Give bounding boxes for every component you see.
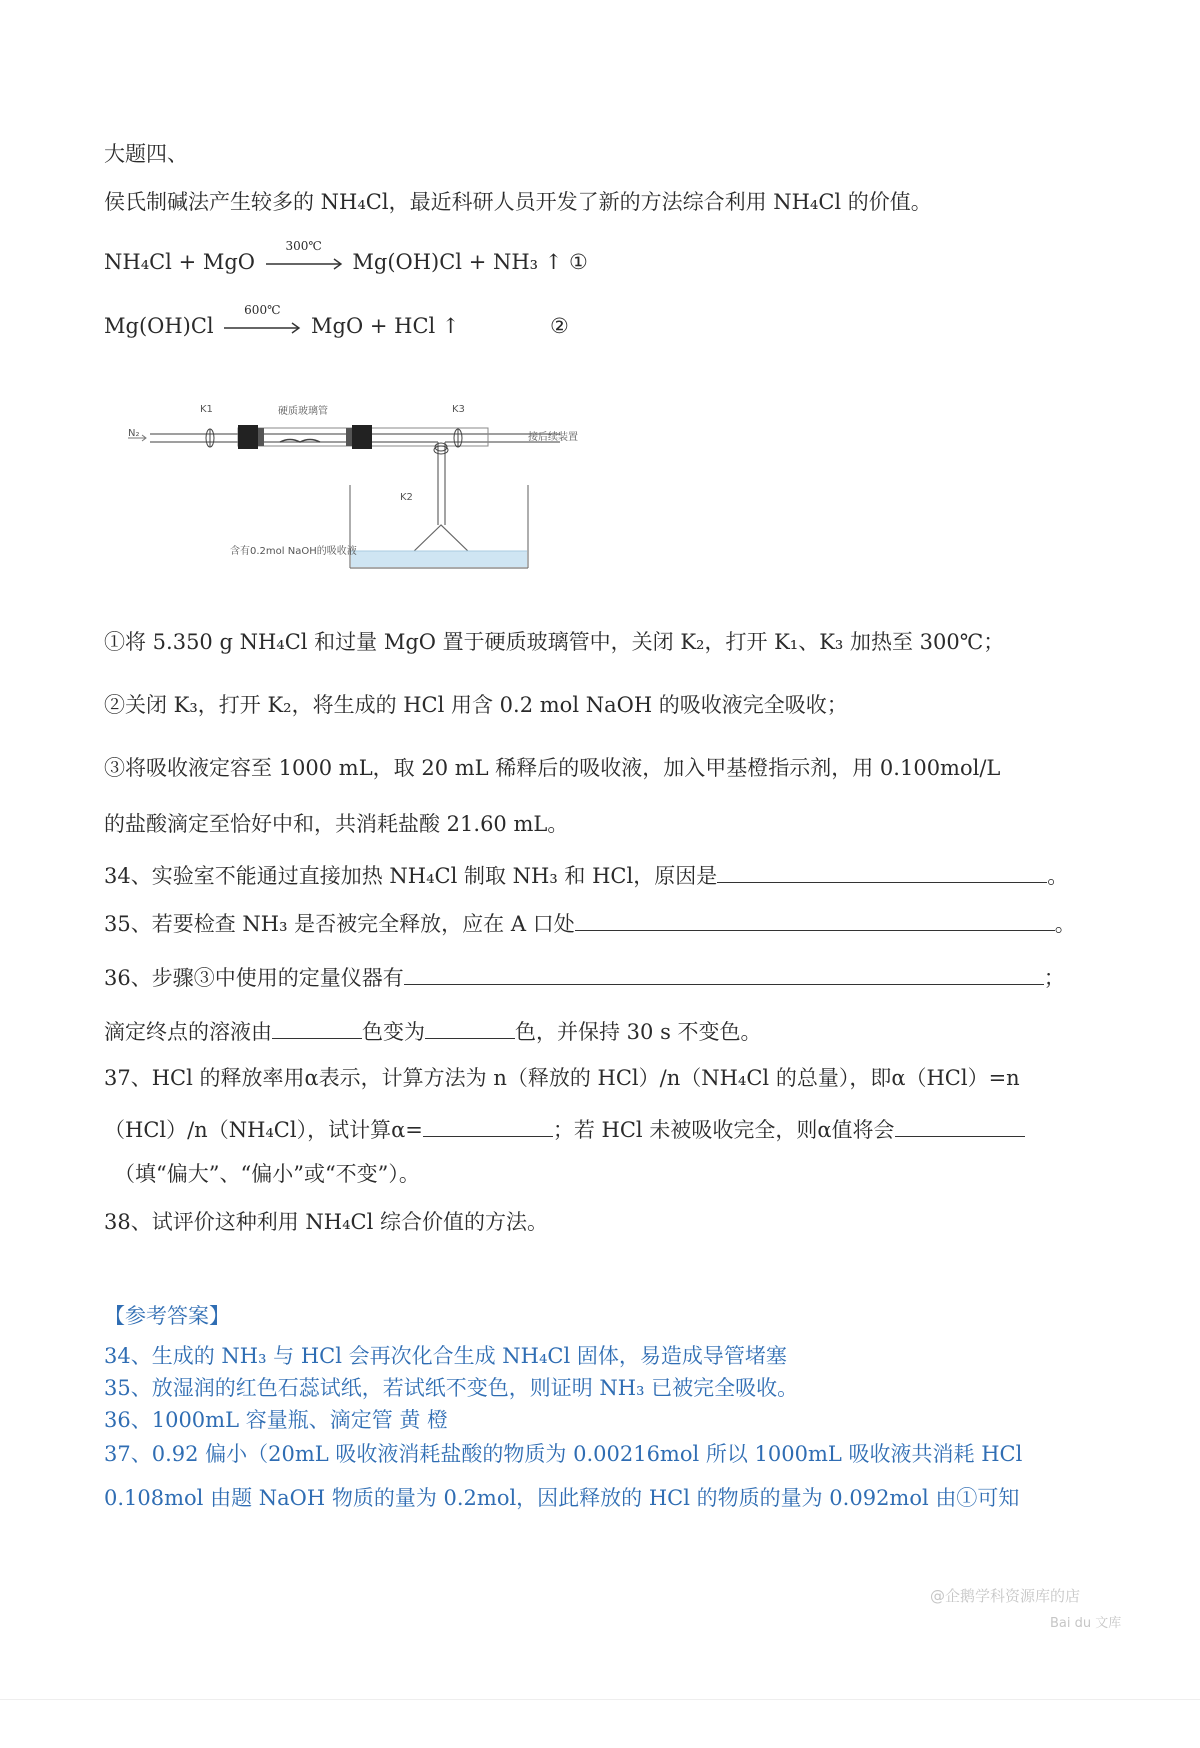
reaction-arrow-2 (220, 302, 304, 340)
answers-heading: 【参考答案】 (104, 1304, 230, 1328)
answer-blank-36-instruments[interactable] (404, 962, 1044, 985)
page-bottom-rule (0, 1699, 1200, 1700)
reaction-1-rhs: Mg(OH)Cl + NH₃ ↑ ① (352, 250, 588, 274)
label-next-device: 接后续装置 (528, 432, 578, 443)
answer-34: 34、生成的 NH₃ 与 HCl 会再次化合生成 NH₄Cl 固体，易造成导管堵塞 (104, 1344, 787, 1368)
label-n2: N₂ (128, 428, 140, 439)
question-37-line-2 (104, 1114, 1025, 1143)
label-k2: K2 (400, 492, 413, 503)
question-35-text: 35、若要检查 NH₃ 是否被完全释放，应在 A 口处 (104, 912, 575, 937)
watermark-brand: Bai du 文库 (1050, 1616, 1122, 1631)
question-38: 38、试评价这种利用 NH₄Cl 综合价值的方法。 (104, 1210, 548, 1234)
label-glass-tube: 硬质玻璃管 (278, 406, 328, 417)
question-37b-text-2: ；若 HCl 未被吸收完全，则α值将会 (552, 1118, 895, 1143)
label-k1: K1 (200, 404, 213, 415)
stopper-left (238, 425, 258, 449)
absorption-liquid (351, 551, 527, 567)
question-36-end: ； (1043, 966, 1065, 991)
reaction-2-lhs: Mg(OH)Cl (104, 314, 214, 338)
watermark-shop: @企鹅学科资源库的店 (930, 1587, 1081, 1605)
answer-blank-35[interactable] (575, 908, 1055, 931)
label-solution: 含有0.2mol NaOH的吸收液 (230, 546, 357, 557)
reaction-1 (104, 238, 588, 276)
question-37: 37、HCl 的释放率用α表示，计算方法为 n（释放的 HCl）/n（NH₄Cl 的总量），即α（HCl）=n (104, 1066, 1020, 1090)
answer-blank-37-effect[interactable] (895, 1114, 1025, 1137)
valve-k2-icon (434, 446, 448, 454)
step-2: ②关闭 K₃，打开 K₂，将生成的 HCl 用含 0.2 mol NaOH 的吸收液完全吸收； (104, 693, 848, 717)
answer-blank-36-color-from[interactable] (272, 1016, 362, 1039)
answer-37: 37、0.92 偏小（20mL 吸收液消耗盐酸的物质为 0.00216mol 所以 1000mL 吸收液共消耗 HCl (104, 1442, 1023, 1466)
answer-blank-37-alpha[interactable] (423, 1114, 553, 1137)
question-35-end: 。 (1054, 912, 1076, 937)
step-3-continued: 的盐酸滴定至恰好中和，共消耗盐酸 21.60 mL。 (104, 812, 569, 836)
reaction-2-condition: 600℃ (244, 302, 281, 317)
intro-text: 侯氏制碱法产生较多的 NH₄Cl，最近科研人员开发了新的方法综合利用 NH₄Cl 的价值。 (104, 190, 932, 214)
question-34 (104, 860, 1068, 889)
stopper-right (352, 425, 372, 449)
answer-blank-36-color-to[interactable] (425, 1016, 515, 1039)
question-37-line-3: （填“偏大”、“偏小”或“不变”）。 (114, 1162, 420, 1186)
step-1: ①将 5.350 g NH₄Cl 和过量 MgO 置于硬质玻璃管中，关闭 K₂，打开 K₁、K₃ 加热至 300℃； (104, 630, 1005, 654)
question-36 (104, 962, 1065, 991)
question-36-endpoint (104, 1016, 762, 1045)
step-3: ③将吸收液定容至 1000 mL，取 20 mL 稀释后的吸收液，加入甲基橙指示剂，用 0.100mol/L (104, 756, 1001, 780)
question-34-end: 。 (1047, 864, 1069, 889)
arrow-right-icon (220, 316, 304, 340)
reaction-2-rhs: MgO + HCl ↑ (311, 314, 460, 338)
question-37b-text-1: （HCl）/n（NH₄Cl），试计算α= (104, 1118, 423, 1143)
reaction-arrow-1 (262, 238, 346, 276)
arrow-right-icon (262, 252, 346, 276)
reaction-1-lhs: NH₄Cl + MgO (104, 250, 255, 274)
question-35 (104, 908, 1076, 937)
question-36b-text-3: 色，并保持 30 s 不变色。 (515, 1020, 762, 1045)
question-36-text: 36、步骤③中使用的定量仪器有 (104, 966, 404, 991)
reaction-2-tag: ② (550, 314, 569, 338)
answer-blank-34[interactable] (717, 860, 1047, 883)
answer-37-continued: 0.108mol 由题 NaOH 物质的量为 0.2mol，因此释放的 HCl 的物质的量为 0.092mol 由①可知 (104, 1486, 1020, 1510)
answer-36: 36、1000mL 容量瓶、滴定管 黄 橙 (104, 1408, 449, 1432)
question-34-text: 34、实验室不能通过直接加热 NH₄Cl 制取 NH₃ 和 HCl，原因是 (104, 864, 718, 889)
apparatus-diagram (120, 395, 620, 590)
answer-35: 35、放湿润的红色石蕊试纸，若试纸不变色，则证明 NH₃ 已被完全吸收。 (104, 1376, 799, 1400)
reaction-1-condition: 300℃ (285, 238, 322, 253)
reaction-2 (104, 302, 460, 340)
label-k3: K3 (452, 404, 465, 415)
section-title: 大题四、 (104, 142, 188, 166)
question-36b-text-2: 色变为 (362, 1020, 425, 1045)
question-36b-text-1: 滴定终点的溶液由 (104, 1020, 272, 1045)
